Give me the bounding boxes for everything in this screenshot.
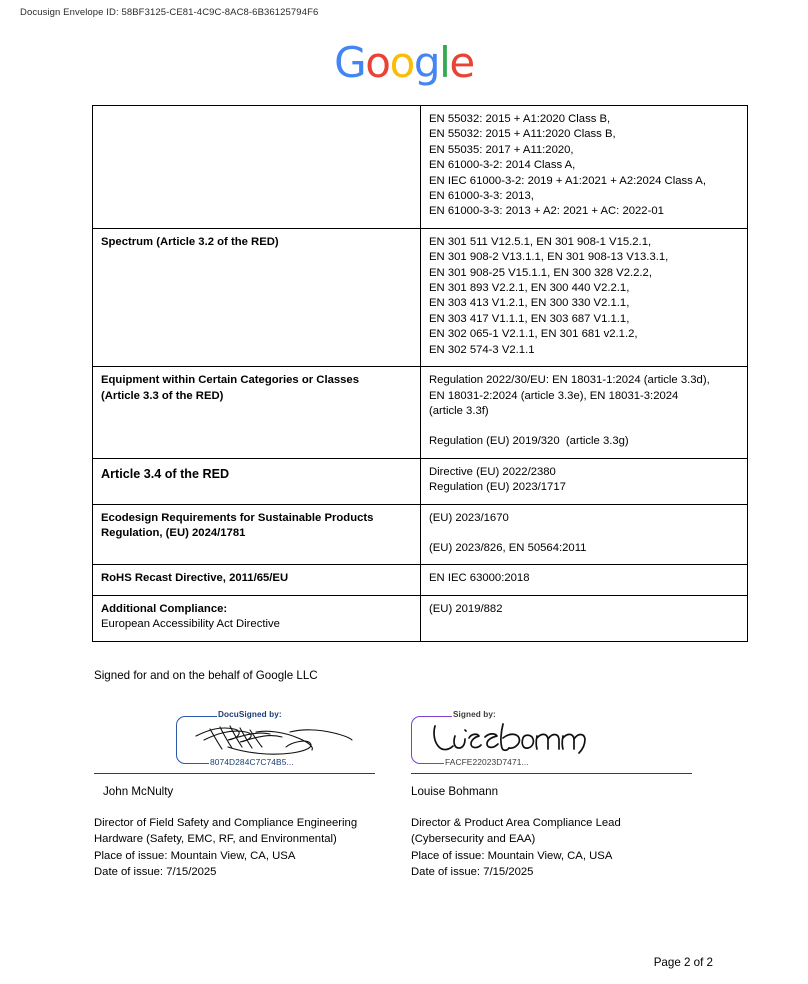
docusign-stamp-2 (411, 706, 711, 768)
logo-letter-5: e (449, 38, 474, 87)
signer-name-2: Louise Bohmann (411, 785, 499, 798)
signer-detail-line: Date of issue: 7/15/2025 (411, 865, 534, 878)
signer-detail-line: Director & Product Area Compliance Lead (411, 817, 621, 829)
logo-letter-2: o (389, 38, 414, 87)
compliance-standards-table (92, 105, 748, 642)
table-row (93, 565, 748, 595)
standard-line: EN 55032: 2015 + A1:2020 Class B, (429, 113, 611, 125)
stamp-bracket-icon (176, 716, 196, 764)
requirement-line: Ecodesign Requirements for Sustainable Products (101, 511, 374, 524)
standard-line: EN IEC 63000:2018 (429, 572, 530, 585)
standard-line: EN IEC 61000-3-2: 2019 + A1:2021 + A2:2024 Class A, (429, 174, 706, 187)
signer-details-1 (94, 815, 394, 880)
standard-line: EN 303 413 V1.2.1, EN 300 330 V2.1.1, (429, 297, 630, 310)
standard-line: EN 61000-3-2: 2014 Class A, (429, 159, 576, 172)
requirement-line: Article 3.4 of the RED (101, 466, 230, 481)
table-cell-requirement-2 (93, 367, 421, 459)
table-cell-standards-6 (421, 595, 748, 641)
standard-line: Regulation 2022/30/EU: EN 18031-1:2024 (article 3.3d), (429, 374, 710, 387)
stamp-top-rule (430, 716, 452, 717)
standard-line: EN 303 417 V1.1.1, EN 303 687 V1.1.1, (429, 312, 630, 325)
signature-line-1 (94, 773, 375, 774)
stamp-caption-1: DocuSigned by: (218, 710, 282, 719)
stamp-bottom-rule (430, 763, 444, 764)
signature-block-2 (411, 706, 711, 768)
table-cell-standards-5 (421, 565, 748, 595)
standard-line: EN 302 574-3 V2.1.1 (429, 343, 535, 356)
standard-line: EN 55032: 2015 + A11:2020 Class B, (429, 128, 616, 141)
requirement-line: Equipment within Certain Categories or Classes (101, 374, 360, 387)
standard-line: EN 301 511 V12.5.1, EN 301 908-1 V15.2.1, (429, 235, 652, 248)
table-cell-requirement-5 (93, 565, 421, 595)
table-row (93, 106, 748, 229)
standard-line: EN 301 908-2 V13.1.1, EN 301 908-13 V13.3.1, (429, 251, 669, 264)
google-logo (0, 40, 808, 86)
requirement-line: Regulation, (EU) 2024/1781 (101, 526, 246, 539)
table-cell-standards-1 (421, 228, 748, 366)
stamp-id-2: FACFE22023D7471... (445, 757, 529, 767)
stamp-bracket-icon (411, 716, 431, 764)
signature-block-1 (94, 706, 394, 768)
handwritten-signature-2 (429, 720, 589, 758)
table-row (93, 228, 748, 366)
logo-letter-1: o (365, 38, 390, 87)
standard-line: (EU) 2023/826, EN 50564:2011 (429, 541, 587, 554)
signer-detail-line: Hardware (Safety, EMC, RF, and Environmental) (94, 833, 337, 846)
table-row (93, 595, 748, 641)
table-cell-requirement-6 (93, 595, 421, 641)
standard-line: EN 301 908-25 V15.1.1, EN 300 328 V2.2.2, (429, 266, 652, 279)
standard-line: (article 3.3f) (429, 404, 489, 417)
standard-line: EN 301 893 V2.2.1, EN 300 440 V2.2.1, (429, 282, 630, 295)
standard-line: (EU) 2019/882 (429, 602, 503, 615)
stamp-id-1: 8074D284C7C74B5... (210, 757, 294, 767)
page-number: Page 2 of 2 (653, 956, 713, 969)
standard-line: EN 61000-3-3: 2013, (429, 190, 534, 203)
table-cell-standards-3 (421, 458, 748, 504)
logo-letter-0: G (334, 38, 366, 87)
standard-line: Directive (EU) 2022/2380 (429, 465, 556, 478)
standards-gap (429, 419, 739, 434)
signer-detail-line: Place of issue: Mountain View, CA, USA (411, 849, 613, 862)
signed-for-statement: Signed for and on the behalf of Google LLC (94, 669, 318, 682)
signature-line-2 (411, 773, 692, 774)
table-cell-requirement-4 (93, 504, 421, 565)
table-cell-standards-4 (421, 504, 748, 565)
table-row (93, 504, 748, 565)
table-row (93, 367, 748, 459)
handwritten-signature-1 (194, 720, 354, 758)
standard-line: Regulation (EU) 2019/320 (article 3.3g) (429, 435, 629, 448)
table-cell-standards-2 (421, 367, 748, 459)
stamp-caption-2: Signed by: (453, 710, 496, 719)
docusign-stamp-1 (94, 706, 394, 768)
standards-gap (429, 526, 739, 541)
table-row (93, 458, 748, 504)
docusign-envelope-id: Docusign Envelope ID: 58BF3125-CE81-4C9C-8AC8-6B36125794F6 (20, 7, 319, 18)
table-cell-requirement-3 (93, 458, 421, 504)
standard-line: EN 302 065-1 V2.1.1, EN 301 681 v2.1.2, (429, 328, 638, 341)
standard-line: EN 55035: 2017 + A11:2020, (429, 143, 574, 156)
requirement-line: European Accessibility Act Directive (101, 618, 280, 631)
standard-line: EN 61000-3-3: 2013 + A2: 2021 + AC: 2022-01 (429, 205, 664, 218)
standard-line: EN 18031-2:2024 (article 3.3e), EN 18031-3:2024 (429, 389, 679, 402)
signer-detail-line: (Cybersecurity and EAA) (411, 833, 536, 846)
stamp-bottom-rule (195, 763, 209, 764)
table-cell-standards-0 (421, 106, 748, 229)
standard-line: (EU) 2023/1670 (429, 511, 509, 524)
requirement-line: RoHS Recast Directive, 2011/65/EU (101, 572, 289, 585)
signer-detail-line: Place of issue: Mountain View, CA, USA (94, 849, 296, 862)
signer-name-1: John McNulty (103, 785, 174, 798)
requirement-line: Additional Compliance: (101, 602, 228, 615)
table-cell-requirement-1 (93, 228, 421, 366)
table-cell-requirement-0 (93, 106, 421, 229)
signer-detail-line: Date of issue: 7/15/2025 (94, 865, 217, 878)
signer-details-2 (411, 815, 711, 880)
requirement-line: (Article 3.3 of the RED) (101, 389, 224, 402)
logo-letter-3: g (413, 38, 440, 87)
standard-line: Regulation (EU) 2023/1717 (429, 481, 566, 494)
signer-detail-line: Director of Field Safety and Compliance Engineering (94, 817, 358, 829)
google-logo-wordmark (334, 40, 474, 86)
logo-letter-4: l (439, 38, 450, 87)
requirement-line: Spectrum (Article 3.2 of the RED) (101, 235, 279, 248)
stamp-top-rule (195, 716, 217, 717)
